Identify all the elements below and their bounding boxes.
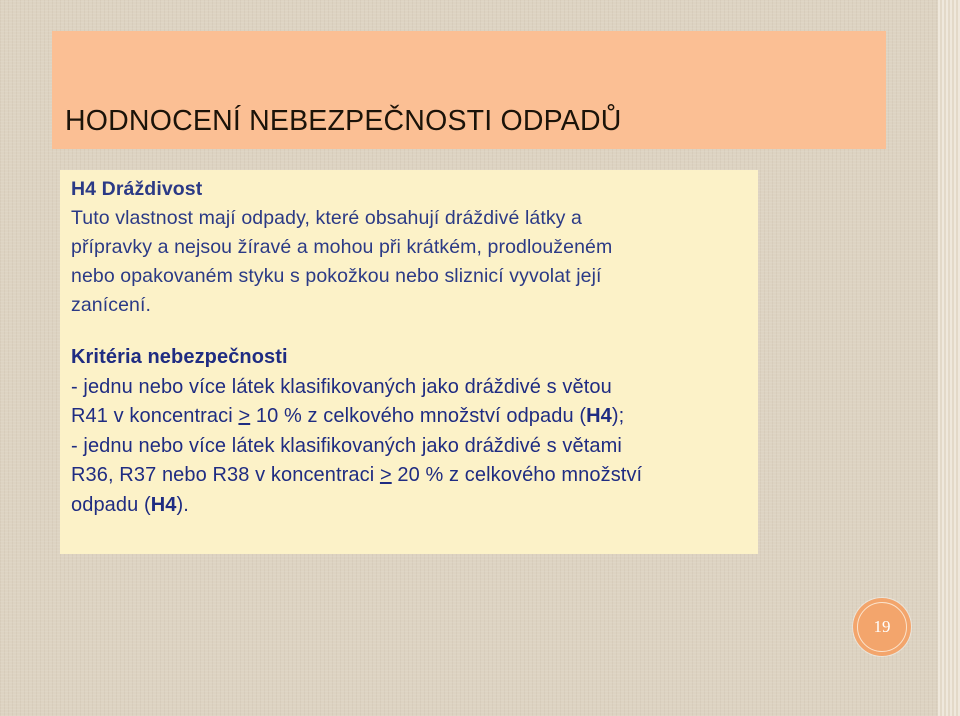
decorative-right-stripe [938, 0, 960, 716]
hazard-code: H4 [150, 493, 177, 516]
page-number: 19 [857, 602, 907, 652]
hazard-code: H4 [586, 405, 612, 427]
paragraph-line: Tuto vlastnost mají odpady, které obsahují dráždivé látky a [71, 207, 582, 229]
criteria-line [71, 491, 642, 521]
criteria-text: ). [176, 493, 189, 516]
criteria-line: - jednu nebo více látek klasifikovaných jako dráždivé s větou [71, 375, 612, 398]
criteria-text: R41 v koncentraci [71, 405, 239, 427]
page-number-badge [853, 598, 911, 656]
paragraph-line: přípravky a nejsou žíravé a mohou při krátkém, prodlouženém [71, 236, 613, 258]
criteria-text: 20 % z celkového množství [391, 464, 643, 486]
criteria-text: odpadu ( [71, 493, 151, 516]
slide-title: HODNOCENÍ NEBEZPEČNOSTI ODPADŮ [65, 105, 622, 137]
content-box [60, 170, 758, 554]
criteria-line [71, 402, 642, 432]
gte-symbol: > [238, 405, 251, 427]
paragraph-line: nebo opakovaném styku s pokožkou nebo sliznicí vyvolat její [71, 265, 602, 287]
criteria-text: ); [611, 405, 625, 427]
criteria-text: R36, R37 nebo R38 v koncentraci [71, 464, 380, 486]
title-bar [52, 31, 886, 149]
section-heading-criteria: Kritéria nebezpečnosti [71, 346, 288, 368]
section-irritant-property [71, 175, 612, 320]
criteria-line: - jednu nebo více látek klasifikovaných jako dráždivé s větami [71, 434, 622, 457]
criteria-line [71, 461, 642, 491]
section-hazard-criteria [71, 343, 642, 520]
criteria-text: 10 % z celkového množství odpadu ( [250, 405, 587, 427]
section-heading-h4: H4 Dráždivost [71, 178, 203, 200]
gte-symbol: > [379, 464, 392, 486]
paragraph-line: zanícení. [71, 294, 152, 316]
